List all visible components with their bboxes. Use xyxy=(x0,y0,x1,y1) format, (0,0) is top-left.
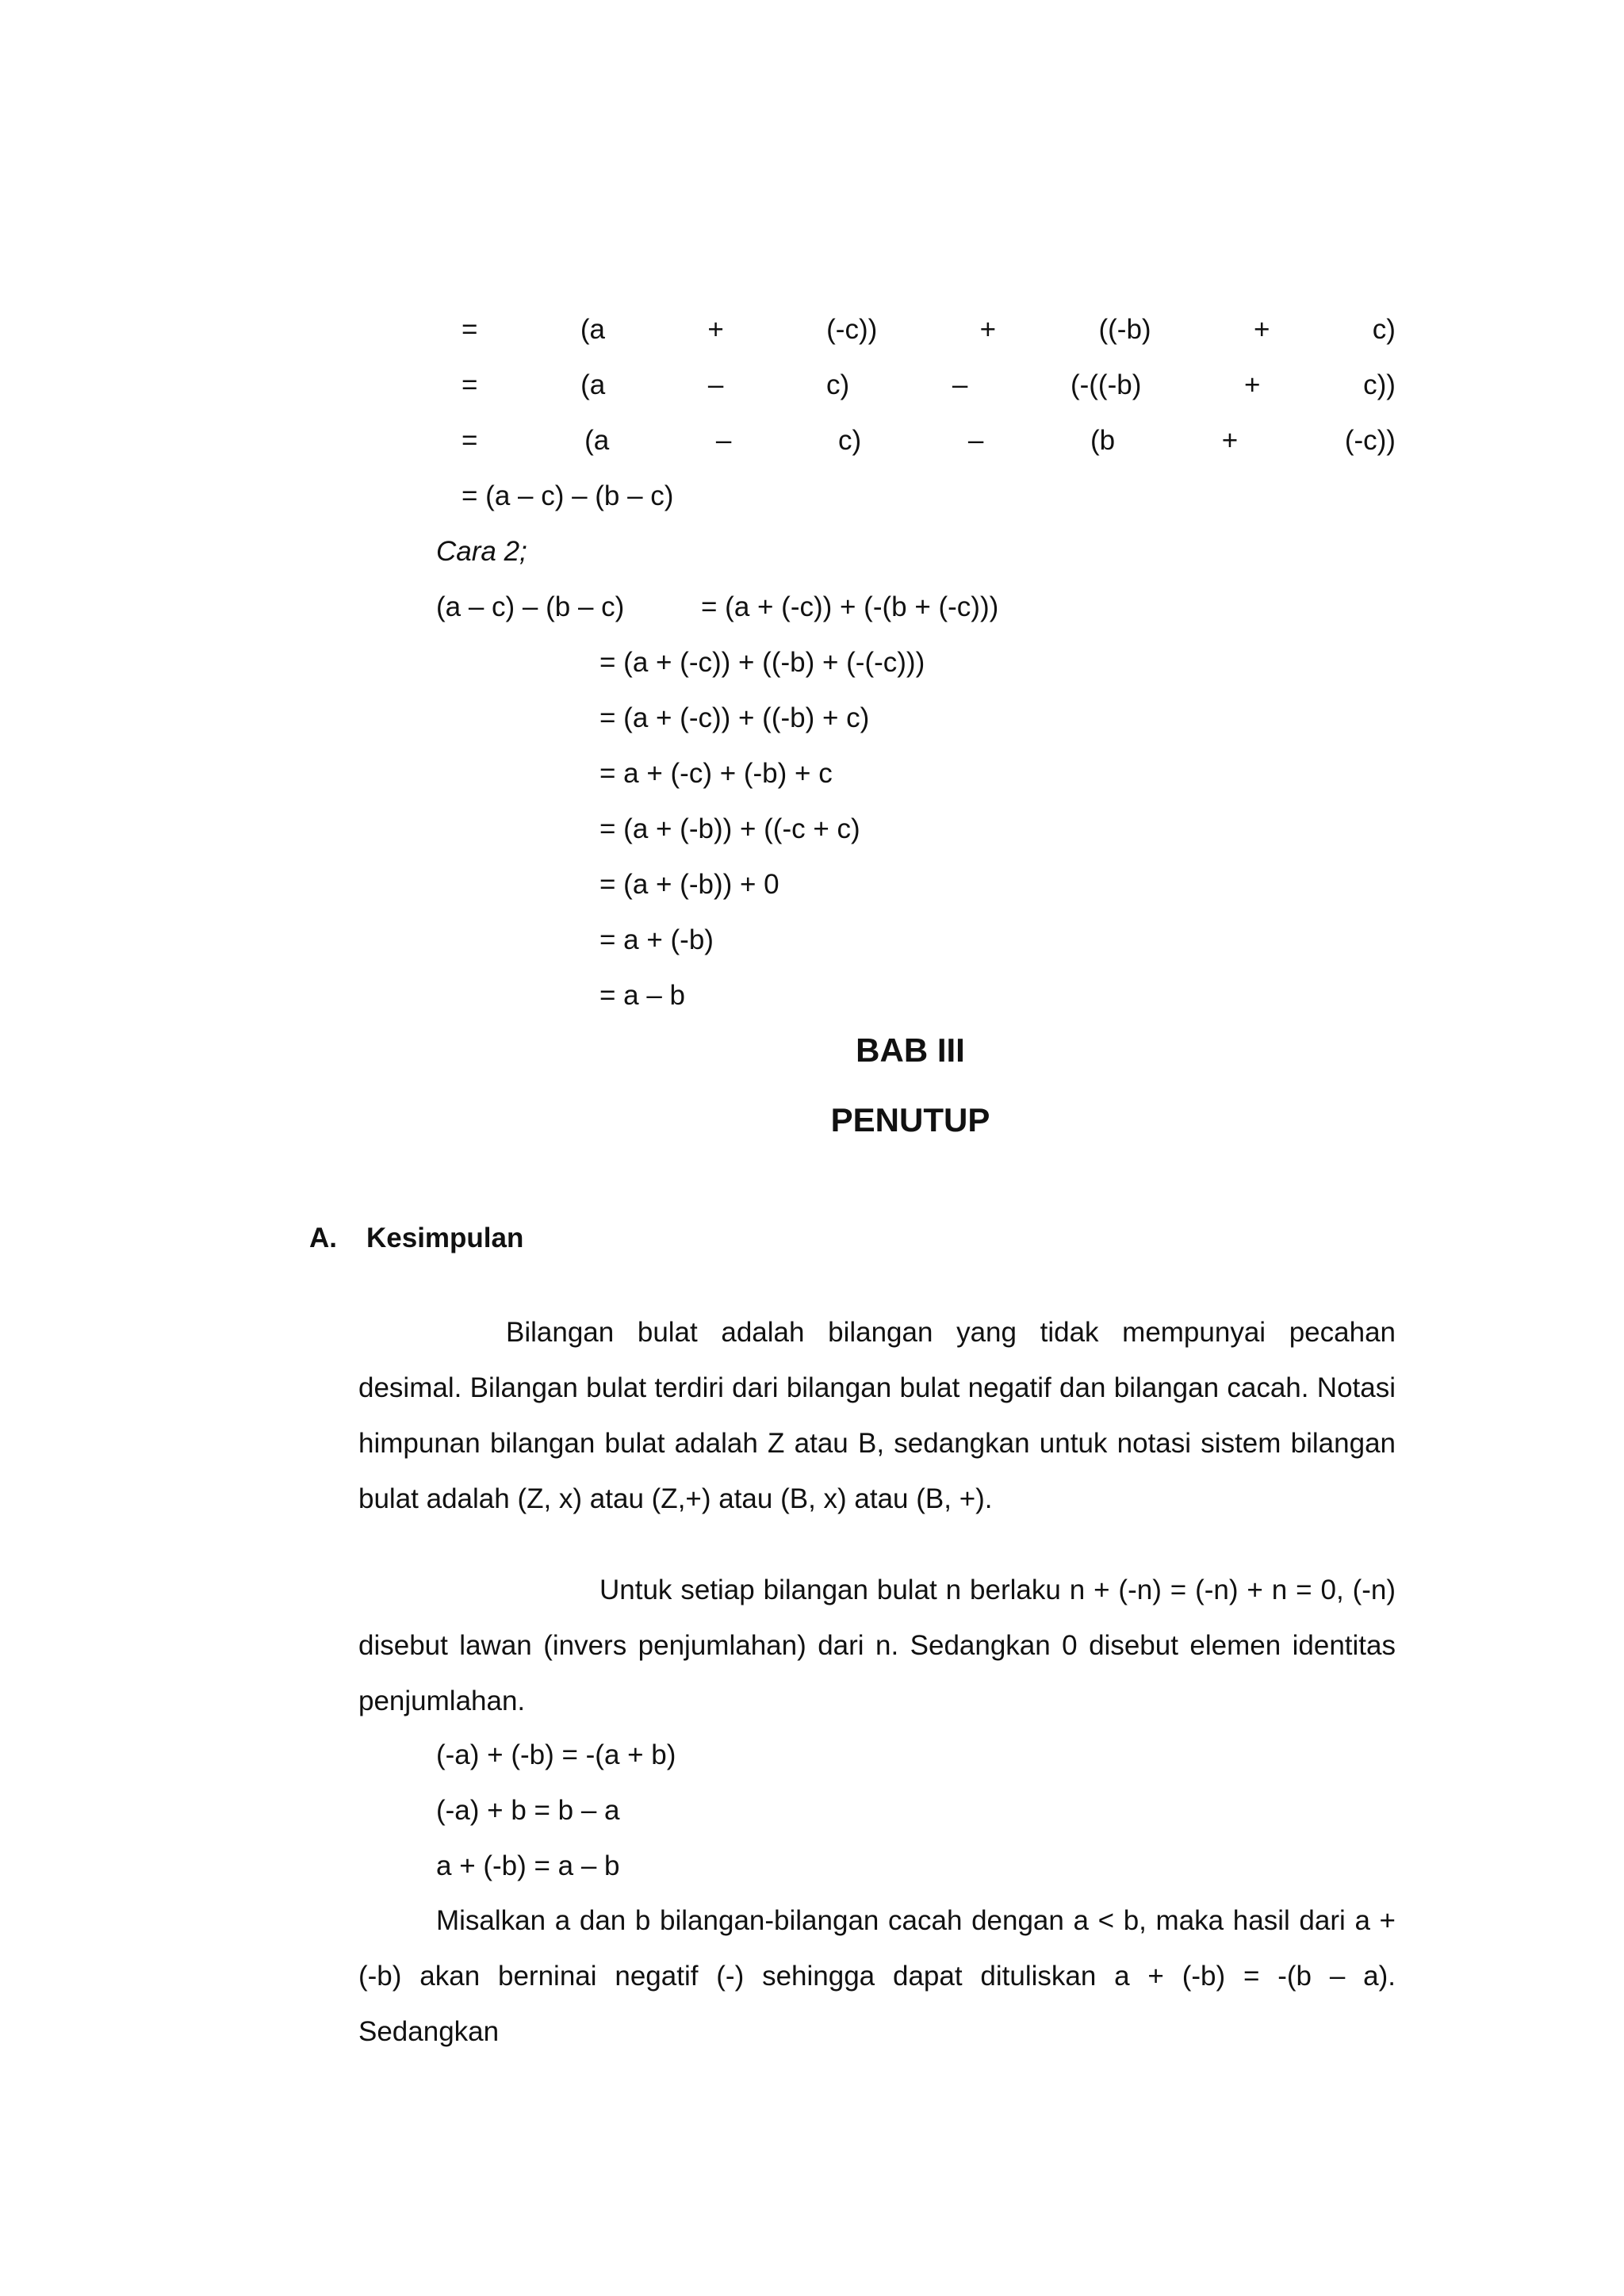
row-token: + xyxy=(1253,314,1270,345)
row-token: + xyxy=(1221,425,1239,456)
row-token: ((-b) xyxy=(1098,314,1151,345)
cara-2-first-step: = (a + (-c)) + (-(b + (-c))) xyxy=(701,591,999,622)
derivation-row xyxy=(462,427,1396,454)
derivation-step: = (a + (-c)) + ((-b) + (-(-c))) xyxy=(599,647,925,678)
derivation-step: = a + (-c) + (-b) + c xyxy=(599,758,833,789)
derivation-step: = (a + (-c)) + ((-b) + c) xyxy=(599,702,870,733)
formula-line: a + (-b) = a – b xyxy=(436,1850,620,1881)
row-token: (-c)) xyxy=(826,314,878,345)
cara-2-label: Cara 2; xyxy=(436,536,527,567)
derivation-step: = (a + (-b)) + ((-c + c) xyxy=(599,813,860,844)
row-token: (b xyxy=(1090,425,1116,456)
row-token: – xyxy=(707,369,724,400)
row-token: = xyxy=(462,369,478,400)
row-token: c) xyxy=(838,425,862,456)
derivation-step: = a + (-b) xyxy=(599,924,714,955)
paragraph: Bilangan bulat adalah bilangan yang tidak mempunyai pecahan desimal. Bilangan bulat terdiri dari bilangan bulat negatif dan bilangan cacah. Notasi himpunan bilangan bulat adalah Z atau B, sedangkan untuk notasi sistem bilangan bulat adalah (Z, x) atau (Z,+) atau (B, x) atau (B, +). xyxy=(358,1317,1396,1514)
derivation-row xyxy=(462,371,1396,399)
row-token: – xyxy=(715,425,732,456)
row-token: (a xyxy=(584,425,610,456)
row-token: + xyxy=(1244,369,1261,400)
formula-line: (-a) + b = b – a xyxy=(436,1795,620,1826)
derivation-result: = (a – c) – (b – c) xyxy=(462,480,674,511)
derivation-step: = a – b xyxy=(599,980,686,1011)
cara-2-lhs: (a – c) – (b – c) xyxy=(436,591,625,622)
row-token: + xyxy=(979,314,997,345)
row-token: (a xyxy=(580,314,605,345)
row-token: (-c)) xyxy=(1344,425,1396,456)
section-title: Kesimpulan xyxy=(366,1223,524,1253)
section-marker: A. xyxy=(309,1223,337,1253)
row-token: + xyxy=(707,314,724,345)
chapter-title: BAB III xyxy=(856,1031,965,1069)
paragraph: Untuk setiap bilangan bulat n berlaku n + (-n) = (-n) + n = 0, (-n) disebut lawan (invers penjumlahan) dari n. Sedangkan 0 disebut elemen identitas penjumlahan. xyxy=(358,1575,1396,1716)
row-token: – xyxy=(952,369,968,400)
row-token: (a xyxy=(580,369,606,400)
row-token: c)) xyxy=(1363,369,1396,400)
row-token: c) xyxy=(1372,314,1396,345)
row-token: = xyxy=(462,425,478,456)
row-token: = xyxy=(462,314,478,345)
paragraph: Misalkan a dan b bilangan-bilangan cacah dengan a < b, maka hasil dari a + (-b) akan berninai negatif (-) sehingga dapat dituliskan a + (-b) = -(b – a). Sedangkan xyxy=(358,1905,1396,2047)
formula-line: (-a) + (-b) = -(a + b) xyxy=(436,1739,676,1770)
derivation-row xyxy=(462,316,1396,343)
derivation-step: = (a + (-b)) + 0 xyxy=(599,869,779,900)
chapter-subtitle: PENUTUP xyxy=(830,1101,990,1138)
row-token: c) xyxy=(826,369,850,400)
row-token: (-((-b) xyxy=(1070,369,1142,400)
row-token: – xyxy=(967,425,984,456)
